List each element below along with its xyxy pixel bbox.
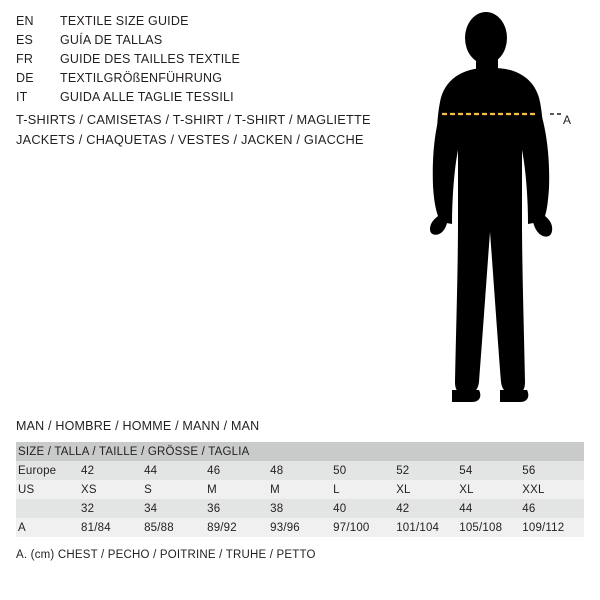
category-tshirts: T-SHIRTS / CAMISETAS / T-SHIRT / T-SHIRT / MAGLIETTE [16, 112, 371, 127]
cell: 36 [205, 499, 268, 518]
language-row [16, 71, 376, 90]
cell: 52 [394, 461, 457, 480]
cell: 93/96 [268, 518, 331, 537]
chest-measure-label: A [563, 113, 572, 127]
cell: 44 [142, 461, 205, 480]
cell: 97/100 [331, 518, 394, 537]
language-list [16, 14, 376, 109]
language-text: GUÍA DE TALLAS [60, 33, 163, 47]
cell: XL [394, 480, 457, 499]
language-text: TEXTILGRÖßENFÜHRUNG [60, 71, 223, 85]
cell: 50 [331, 461, 394, 480]
cell: 42 [394, 499, 457, 518]
cell: M [205, 480, 268, 499]
size-table-wrapper [16, 442, 584, 537]
cell: S [142, 480, 205, 499]
cell: M [268, 480, 331, 499]
language-code: ES [16, 33, 34, 47]
table-row [16, 461, 584, 480]
row-label [16, 499, 79, 518]
cell: 56 [520, 461, 584, 480]
language-text: GUIDE DES TAILLES TEXTILE [60, 52, 241, 66]
measurement-footnote: A. (cm) CHEST / PECHO / POITRINE / TRUHE / PETTO [16, 549, 316, 561]
table-header-label: SIZE / TALLA / TAILLE / GRÖSSE / TAGLIA [16, 442, 584, 461]
cell: 44 [457, 499, 520, 518]
cell: 46 [205, 461, 268, 480]
cell: 89/92 [205, 518, 268, 537]
cell: L [331, 480, 394, 499]
cell: 40 [331, 499, 394, 518]
cell: 54 [457, 461, 520, 480]
cell: XS [79, 480, 142, 499]
cell: 48 [268, 461, 331, 480]
row-label: A [16, 518, 79, 537]
language-row [16, 14, 376, 33]
category-jackets: JACKETS / CHAQUETAS / VESTES / JACKEN / GIACCHE [16, 132, 364, 147]
table-row [16, 480, 584, 499]
language-row [16, 33, 376, 52]
cell: 81/84 [79, 518, 142, 537]
cell: 42 [79, 461, 142, 480]
cell: 105/108 [457, 518, 520, 537]
cell: 32 [79, 499, 142, 518]
language-code: DE [16, 71, 34, 85]
row-label: US [16, 480, 79, 499]
language-code: EN [16, 14, 34, 28]
table-group-title: MAN / HOMBRE / HOMME / MANN / MAN [16, 419, 260, 433]
cell: 101/104 [394, 518, 457, 537]
cell: XXL [520, 480, 584, 499]
language-text: GUIDA ALLE TAGLIE TESSILI [60, 90, 234, 104]
cell: 109/112 [520, 518, 584, 537]
male-silhouette-icon [400, 10, 600, 410]
garment-category-list [16, 110, 416, 150]
size-table [16, 442, 584, 537]
language-text: TEXTILE SIZE GUIDE [60, 14, 189, 28]
language-row [16, 90, 376, 109]
cell: 38 [268, 499, 331, 518]
cell: 34 [142, 499, 205, 518]
row-label: Europe [16, 461, 79, 480]
language-code: FR [16, 52, 34, 66]
cell: 46 [520, 499, 584, 518]
body-figure [400, 10, 600, 410]
cell: XL [457, 480, 520, 499]
table-row [16, 499, 584, 518]
language-code: IT [16, 90, 28, 104]
cell: 85/88 [142, 518, 205, 537]
language-row [16, 52, 376, 71]
table-header-row [16, 442, 584, 461]
table-row [16, 518, 584, 537]
